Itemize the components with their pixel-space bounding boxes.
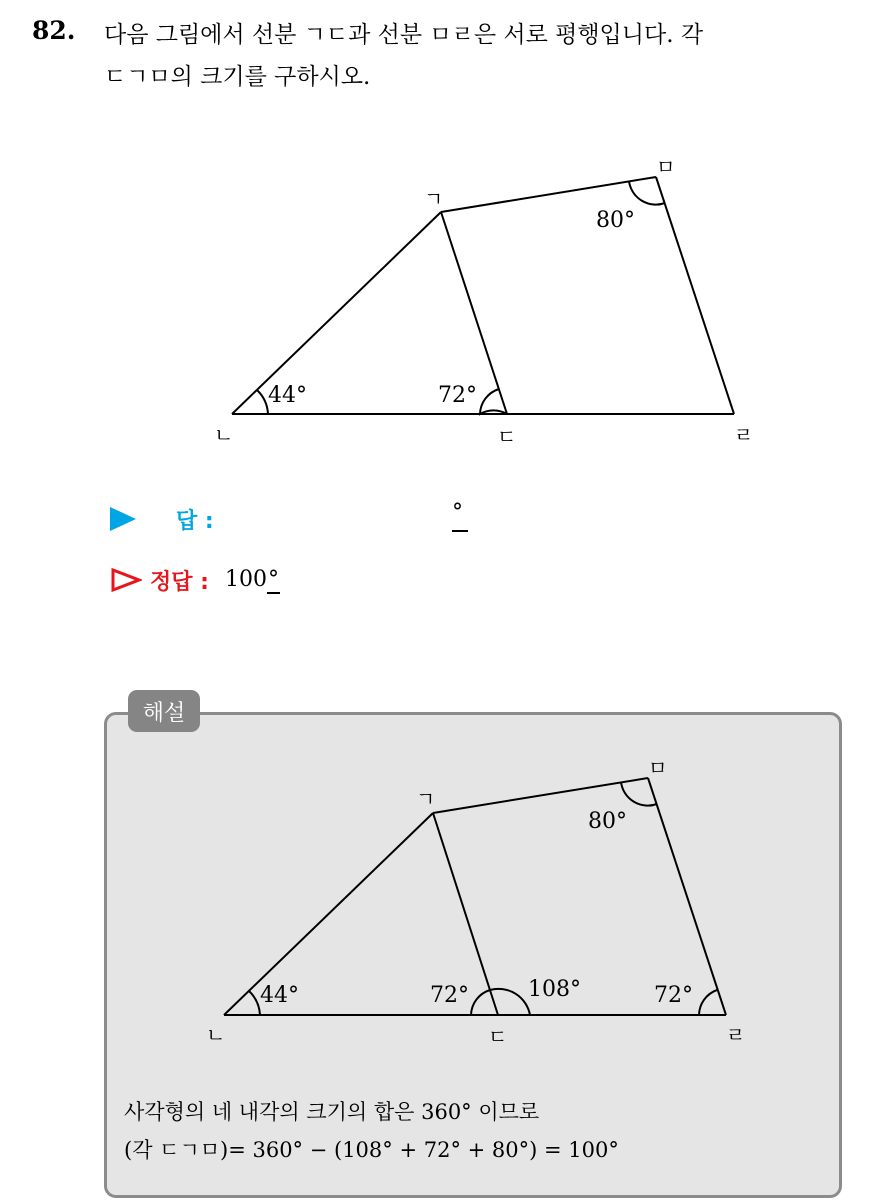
exp-angle-label-d-right: 108° — [528, 977, 581, 1002]
angle-arc-n — [257, 390, 268, 414]
exp-vertex-label-m: ㅁ — [648, 756, 668, 780]
exp-angle-label-r: 72° — [654, 983, 693, 1008]
solution-unit: ° — [267, 566, 279, 592]
question-number: 82. — [32, 16, 76, 45]
answer-row — [110, 502, 214, 536]
exp-angle-label-d-left: 72° — [430, 983, 469, 1008]
angle-label-m: 80° — [596, 208, 635, 233]
answer-label: 답 : — [176, 508, 214, 534]
explanation-tag: 해설 — [128, 690, 200, 732]
angle-label-n: 44° — [268, 383, 307, 408]
angle-arc-m — [629, 181, 665, 205]
vertex-label-d: ㄷ — [497, 425, 517, 449]
outline-triangle-icon — [110, 567, 142, 593]
solution-number: 100 — [224, 566, 267, 592]
solution-value — [225, 567, 280, 594]
exp-vertex-label-n: ㄴ — [206, 1023, 226, 1047]
exp-segment-mr — [648, 778, 726, 1015]
exp-vertex-label-d: ㄷ — [488, 1025, 508, 1049]
solution-label: 정답 : — [150, 569, 209, 595]
explanation-figure — [0, 740, 884, 1070]
exp-angle-arc-r — [699, 990, 717, 1015]
exp-angle-arc-d-left — [471, 990, 490, 1015]
answer-blank-underline[interactable] — [452, 530, 468, 532]
segment-gm — [441, 177, 656, 212]
segment-ng — [232, 212, 441, 414]
exp-angle-label-n: 44° — [260, 983, 299, 1008]
exp-vertex-label-g: ㄱ — [416, 787, 436, 811]
exp-segment-gm — [433, 778, 648, 813]
exp-segment-ng — [224, 813, 433, 1015]
question-text-line2: ㄷㄱㅁ의 크기를 구하시오. — [104, 64, 371, 90]
question-text-line1: 다음 그림에서 선분 ㄱㄷ과 선분 ㅁㄹ은 서로 평행입니다. 각 — [104, 22, 704, 48]
exp-vertex-label-r: ㄹ — [726, 1023, 746, 1047]
vertex-label-g: ㄱ — [424, 187, 444, 211]
answer-unit: ° — [452, 500, 463, 525]
vertex-label-m: ㅁ — [656, 155, 676, 179]
vertex-label-r: ㄹ — [734, 423, 754, 447]
explanation-line2: (각 ㄷㄱㅁ)= 360° − (108° + 72° + 80°) = 100° — [124, 1138, 619, 1162]
angle-label-d: 72° — [438, 383, 477, 408]
exp-angle-label-m: 80° — [588, 809, 627, 834]
segment-mr — [656, 177, 734, 414]
figure-quadrilateral — [0, 0, 884, 470]
solution-row — [110, 563, 280, 597]
explanation-line1: 사각형의 네 내각의 크기의 합은 360° 이므로 — [124, 1100, 540, 1124]
exp-angle-arc-m — [621, 782, 657, 806]
vertex-label-n: ㄴ — [214, 423, 234, 447]
exp-angle-arc-n — [249, 991, 260, 1015]
play-triangle-icon — [110, 507, 136, 531]
